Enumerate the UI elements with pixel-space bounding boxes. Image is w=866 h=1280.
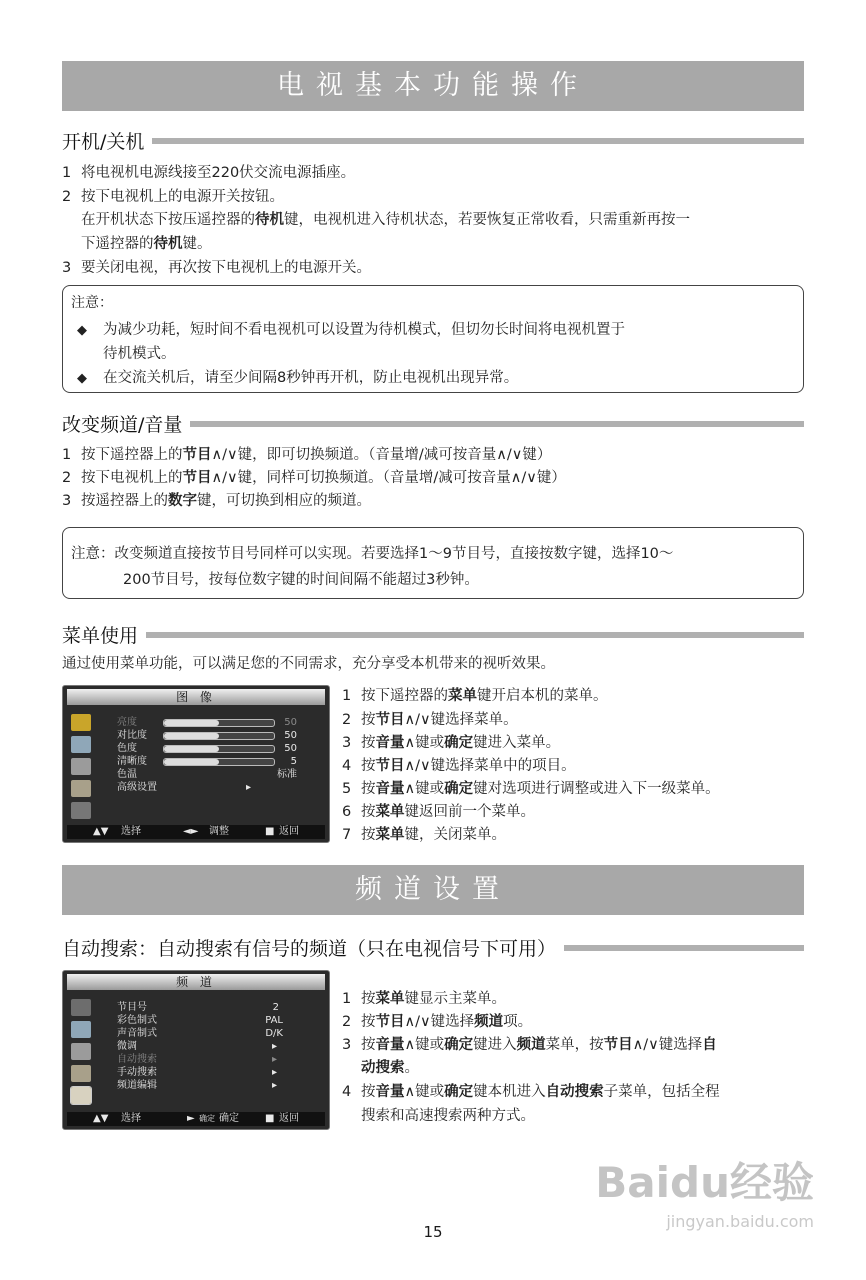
channel-note-line-1: 注意：改变频道直接按节目号同样可以实现。若要选择1～9节目号，直接按数字键，选择10～: [71, 546, 674, 562]
power-step-3: 3 要关闭电视，再次按下电视机上的电源开关。: [62, 260, 371, 276]
power-step-2-detail: 在开机状态下按压遥控器的待机键，电视机进入待机状态，若要恢复正常收看，只需重新再按一: [81, 212, 690, 228]
auto-step: 4 按音量∧键或确定键本机进入自动搜索子菜单，包括全程: [342, 1084, 720, 1100]
menu-key-icon: ■: [265, 1113, 275, 1124]
osd-row-contrast: 对比度 50: [117, 730, 297, 741]
channel-icon: [71, 758, 91, 775]
color-slider: [163, 745, 275, 753]
sound-icon: [71, 1021, 91, 1038]
title-rule: [152, 138, 804, 144]
leftright-arrows-icon: ◄►: [183, 826, 199, 837]
title-rule: [564, 945, 804, 951]
note-item-2: ◆ 在交流关机后，请至少间隔8秒钟再开机，防止电视机出现异常。: [77, 370, 519, 386]
menu-step: 7 按菜单键，关闭菜单。: [342, 827, 506, 843]
menu-intro: 通过使用菜单功能，可以满足您的不同需求，充分享受本机带来的视听效果。: [62, 656, 555, 672]
menu-step: 3 按音量∧键或确定键进入菜单。: [342, 735, 561, 751]
baidu-watermark: Baidu经验: [595, 1158, 814, 1207]
updown-arrows-icon: ▲▼: [93, 826, 109, 837]
page-number: 15: [423, 1223, 443, 1241]
osd-row-color-system: 彩色制式 PAL: [117, 1015, 283, 1026]
menu-step: 4 按节目∧/∨键选择菜单中的项目。: [342, 758, 576, 774]
osd-title: 频 道: [67, 974, 325, 990]
osd-row-channel-edit: 频道编辑 ▸: [117, 1080, 277, 1091]
menu-step: 5 按音量∧键或确定键对选项进行调整或进入下一级菜单。: [342, 781, 720, 797]
bar-fill: [164, 720, 219, 726]
note-item-1-cont: 待机模式。: [103, 346, 176, 362]
right-arrow-icon: ►: [187, 1113, 195, 1124]
auto-step-cont: 搜索和高速搜索两种方式。: [361, 1108, 535, 1124]
menu-section-title: 菜单使用: [62, 621, 804, 648]
channel-step-3: 3 按遥控器上的数字键，可切换到相应的频道。: [62, 493, 371, 509]
channel-step-2: 2 按下电视机上的节目∧/∨键，同样可切换频道。（音量增/减可按音量∧/∨键）: [62, 470, 566, 486]
channel-icon: [71, 1043, 91, 1060]
sound-icon: [71, 736, 91, 753]
osd-footer: ▲▼ 选择 ► 确定 确定 ■ 返回: [67, 1112, 325, 1126]
note-label: 注意：: [71, 295, 113, 311]
picture-icon: [71, 714, 91, 731]
osd-title: 图 像: [67, 689, 325, 705]
section-banner-basic: 电视基本功能操作: [62, 61, 804, 111]
channel-note-box: [62, 527, 804, 599]
menu-step: 6 按菜单键返回前一个菜单。: [342, 804, 535, 820]
auto-search-section-title: 自动搜索：自动搜索有信号的频道（只在电视信号下可用）: [62, 934, 804, 961]
channel-step-1: 1 按下遥控器上的节目∧/∨键，即可切换频道。（音量增/减可按音量∧/∨键）: [62, 447, 552, 463]
auto-step: 3 按音量∧键或确定键进入频道菜单，按节目∧/∨键选择自: [342, 1037, 717, 1053]
power-step-1: 1 将电视机电源线接至220伏交流电源插座。: [62, 165, 356, 181]
power-note-box: [62, 285, 804, 393]
osd-row-program: 节目号 2: [117, 1002, 279, 1013]
power-step-2: 2 按下电视机上的电源开关按钮。: [62, 189, 284, 205]
bar-fill: [164, 746, 219, 752]
section-banner-channel: 频道设置: [62, 865, 804, 915]
osd-row-sharpness: 清晰度 5: [117, 756, 297, 767]
osd-icon-column: [69, 997, 93, 1109]
title-rule: [146, 632, 804, 638]
osd-row-fine-tune: 微调 ▸: [117, 1041, 277, 1052]
note-item-1: ◆ 为减少功耗，短时间不看电视机可以设置为待机模式，但切勿长时间将电视机置于: [77, 322, 625, 338]
osd-row-color-temp: 色温 标准: [117, 769, 297, 780]
setup-icon: [71, 802, 91, 819]
picture-icon: [71, 999, 91, 1016]
auto-step: 1 按菜单键显示主菜单。: [342, 991, 506, 1007]
title-rule: [190, 421, 804, 427]
osd-footer: ▲▼ 选择 ◄► 调整 ■ 返回: [67, 825, 325, 839]
channel-section-title: 改变频道/音量: [62, 410, 804, 437]
auto-step-cont: 动搜索。: [361, 1060, 419, 1076]
osd-row-sound-system: 声音制式 D/K: [117, 1028, 283, 1039]
function-icon: [71, 780, 91, 797]
osd-row-auto-search: 自动搜索 ▸: [117, 1054, 277, 1065]
menu-step: 2 按节目∧/∨键选择菜单。: [342, 712, 518, 728]
osd-row-color: 色度 50: [117, 743, 297, 754]
power-step-2-detail-cont: 下遥控器的待机键。: [81, 236, 212, 252]
menu-key-icon: ■: [265, 826, 275, 837]
channel-note-line-2: 200节目号，按每位数字键的时间间隔不能超过3秒钟。: [123, 572, 479, 588]
osd-row-advanced: 高级设置 ▸: [117, 782, 251, 793]
diamond-bullet-icon: ◆: [77, 323, 87, 338]
bar-fill: [164, 733, 219, 739]
osd-picture-menu: [62, 685, 330, 843]
diamond-bullet-icon: ◆: [77, 371, 87, 386]
sharpness-slider: [163, 758, 275, 766]
updown-arrows-icon: ▲▼: [93, 1113, 109, 1124]
contrast-slider: [163, 732, 275, 740]
auto-step: 2 按节目∧/∨键选择频道项。: [342, 1014, 533, 1030]
brightness-slider: [163, 719, 275, 727]
osd-channel-menu: [62, 970, 330, 1130]
osd-icon-column: [69, 712, 93, 824]
osd-row-manual-search: 手动搜索 ▸: [117, 1067, 277, 1078]
bar-fill: [164, 759, 219, 765]
power-section-title: [62, 127, 804, 154]
menu-step: 1 按下遥控器的菜单键开启本机的菜单。: [342, 688, 608, 704]
power-title-text: 开机/关机: [62, 131, 145, 153]
setup-icon: [71, 1087, 91, 1104]
osd-row-brightness: 亮度 50: [117, 717, 297, 728]
baidu-watermark-url: jingyan.baidu.com: [666, 1212, 814, 1231]
function-icon: [71, 1065, 91, 1082]
